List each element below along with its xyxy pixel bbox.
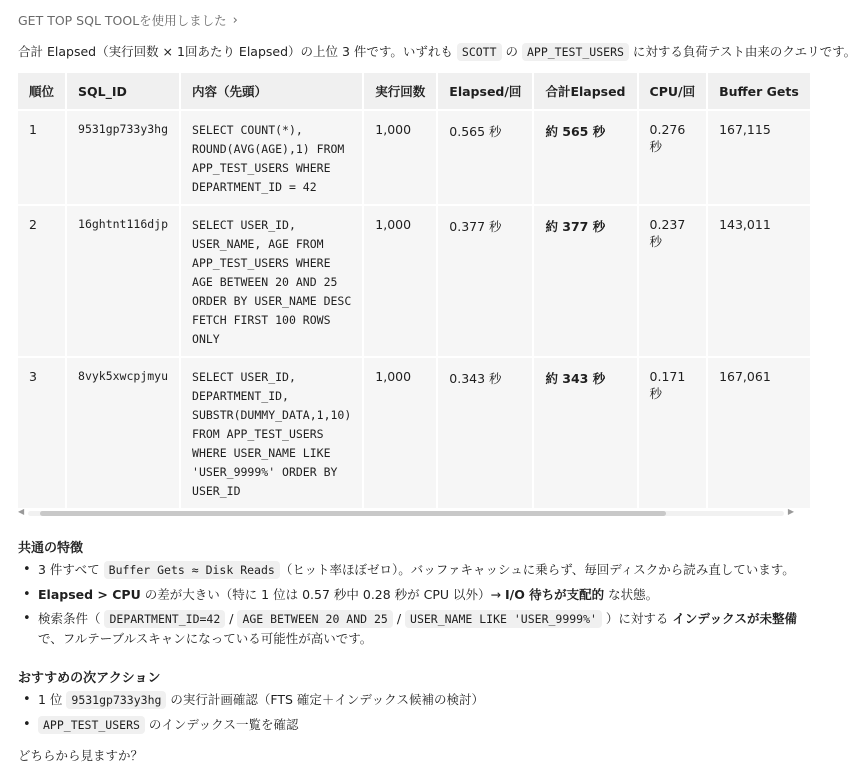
common-features-heading: 共通の特徴 [18, 541, 84, 556]
header-sql-id: SQL_ID [67, 73, 179, 109]
cell-sql-id: 9531gp733y3hg [67, 109, 179, 204]
intro-text-part: に対する負荷テスト由来のクエリです。 [628, 44, 856, 59]
sql-line: ROUND(AVG(AGE),1) FROM [192, 142, 345, 156]
next-actions-heading: おすすめの次アクション [18, 671, 161, 686]
cell-cpu-per [639, 356, 707, 508]
cell-buffer-gets: 143,011 [708, 204, 810, 356]
list-item [18, 585, 808, 604]
tool-use-header[interactable] [18, 11, 238, 29]
list-item [18, 609, 808, 648]
bold-text: インデックスが未整備 [672, 611, 798, 626]
header-rank: 順位 [18, 73, 65, 109]
sql-line: FROM APP_TEST_USERS [192, 427, 324, 441]
sql-line: FETCH FIRST 100 ROWS [192, 313, 331, 327]
horizontal-scrollbar[interactable] [18, 509, 794, 517]
sql-line: ORDER BY USER_NAME DESC [192, 294, 352, 308]
cell-sql-id: 8vyk5xwcpjmyu [67, 356, 179, 508]
inline-code: AGE BETWEEN 20 AND 25 [237, 610, 392, 628]
table-name-code: APP_TEST_USERS [522, 43, 629, 61]
sql-line: SUBSTR(DUMMY_DATA,1,10) [192, 408, 352, 422]
cell-executions: 1,000 [364, 356, 436, 508]
sql-line: USER_ID [192, 484, 241, 498]
top-sql-table-container[interactable] [18, 73, 799, 507]
bold-text: I/O 待ちが支配的 [504, 587, 605, 602]
cell-total-elapsed: 約 565 秒 [534, 109, 636, 204]
sql-line: 'USER_9999%' ORDER BY [192, 465, 338, 479]
next-actions-list [18, 690, 808, 735]
cpu-line: 0.171 秒 [649, 369, 686, 401]
cell-cpu-per [639, 204, 707, 356]
chevron-right-icon: › [232, 12, 238, 28]
sql-line: SELECT COUNT(*), [192, 123, 303, 137]
inline-code: APP_TEST_USERS [38, 716, 145, 734]
scroll-left-icon[interactable]: ◀ [18, 507, 25, 516]
text-part: で、フルテーブルスキャンになっている可能性が高いです。 [38, 631, 373, 646]
sql-line: SELECT USER_ID, [192, 218, 296, 232]
scroll-right-icon[interactable]: ▶ [787, 507, 794, 516]
header-buffer-gets: Buffer Gets [708, 73, 810, 109]
cell-executions: 1,000 [364, 109, 436, 204]
cell-elapsed-per: 0.565 秒 [438, 109, 532, 204]
cpu-line: 秒 [649, 234, 663, 249]
cell-executions: 1,000 [364, 204, 436, 356]
inline-code: DEPARTMENT_ID=42 [104, 610, 225, 628]
cell-rank: 1 [18, 109, 65, 204]
sql-line: APP_TEST_USERS WHERE [192, 256, 331, 270]
cpu-line: 秒 [649, 139, 663, 154]
text-part: （ヒット率ほぼゼロ）。バッファキャッシュに乗らず、毎回ディスクから読み直しています。 [279, 562, 795, 577]
text-part: / [392, 611, 406, 626]
text-part: ）に対する [601, 611, 673, 626]
table-row [18, 204, 810, 356]
intro-text-part: 合計 Elapsed（実行回数 × 1回あたり Elapsed）の上位 3 件です。いずれも [18, 44, 457, 59]
text-part: / [225, 611, 238, 626]
sql-line: DEPARTMENT_ID, [192, 389, 289, 403]
sql-line: DEPARTMENT_ID = 42 [192, 180, 317, 194]
top-sql-table [16, 73, 812, 508]
text-part: の実行計画確認（FTS 確定＋インデックス候補の検討） [166, 692, 485, 707]
cell-buffer-gets: 167,061 [708, 356, 810, 508]
sql-line: USER_NAME, AGE FROM [192, 237, 324, 251]
tool-use-label: GET TOP SQL TOOLを使用しました [18, 13, 227, 28]
bold-text: Elapsed > CPU [38, 587, 141, 602]
cell-sql-text [181, 204, 362, 356]
cell-buffer-gets: 167,115 [708, 109, 810, 204]
cell-elapsed-per: 0.377 秒 [438, 204, 532, 356]
header-elapsed-per: Elapsed/回 [438, 73, 532, 109]
text-part: のインデックス一覧を確認 [144, 717, 299, 732]
cell-sql-id: 16ghtnt116djp [67, 204, 179, 356]
closing-question: どちらから見ますか？ [18, 748, 144, 763]
scrollbar-thumb[interactable] [40, 511, 666, 516]
schema-code: SCOTT [457, 43, 502, 61]
cell-rank: 2 [18, 204, 65, 356]
cell-rank: 3 [18, 356, 65, 508]
text-part: な状態。 [604, 587, 659, 602]
sql-line: APP_TEST_USERS WHERE [192, 161, 331, 175]
header-content: 内容（先頭） [181, 73, 362, 109]
cpu-line: 0.276 [649, 122, 686, 137]
cpu-line: 0.237 [649, 217, 686, 232]
text-part: の差が大きい（特に 1 位は 0.57 秒中 0.28 秒が CPU 以外）→ [140, 587, 505, 602]
inline-code: Buffer Gets ≈ Disk Reads [104, 561, 280, 579]
header-cpu-per: CPU/回 [639, 73, 707, 109]
sql-line: WHERE USER_NAME LIKE [192, 446, 331, 460]
table-header-row [18, 73, 810, 109]
text-part: 3 件すべて [38, 562, 104, 577]
sql-line: AGE BETWEEN 20 AND 25 [192, 275, 338, 289]
inline-code: 9531gp733y3hg [66, 691, 166, 709]
table-row [18, 356, 810, 508]
header-total-elapsed: 合計Elapsed [534, 73, 636, 109]
list-item [18, 715, 808, 735]
list-item [18, 690, 808, 710]
cell-total-elapsed: 約 377 秒 [534, 204, 636, 356]
cell-cpu-per [639, 109, 707, 204]
intro-text [18, 42, 856, 62]
list-item [18, 560, 808, 580]
intro-text-part: の [501, 44, 522, 59]
table-row [18, 109, 810, 204]
cell-sql-text [181, 109, 362, 204]
sql-line: SELECT USER_ID, [192, 370, 296, 384]
text-part: 1 位 [38, 692, 67, 707]
common-features-list [18, 560, 808, 648]
header-executions: 実行回数 [364, 73, 436, 109]
cell-elapsed-per: 0.343 秒 [438, 356, 532, 508]
sql-line: ONLY [192, 332, 220, 346]
inline-code: USER_NAME LIKE 'USER_9999%' [405, 610, 602, 628]
cell-sql-text [181, 356, 362, 508]
text-part: 検索条件（ [38, 611, 105, 626]
cell-total-elapsed: 約 343 秒 [534, 356, 636, 508]
